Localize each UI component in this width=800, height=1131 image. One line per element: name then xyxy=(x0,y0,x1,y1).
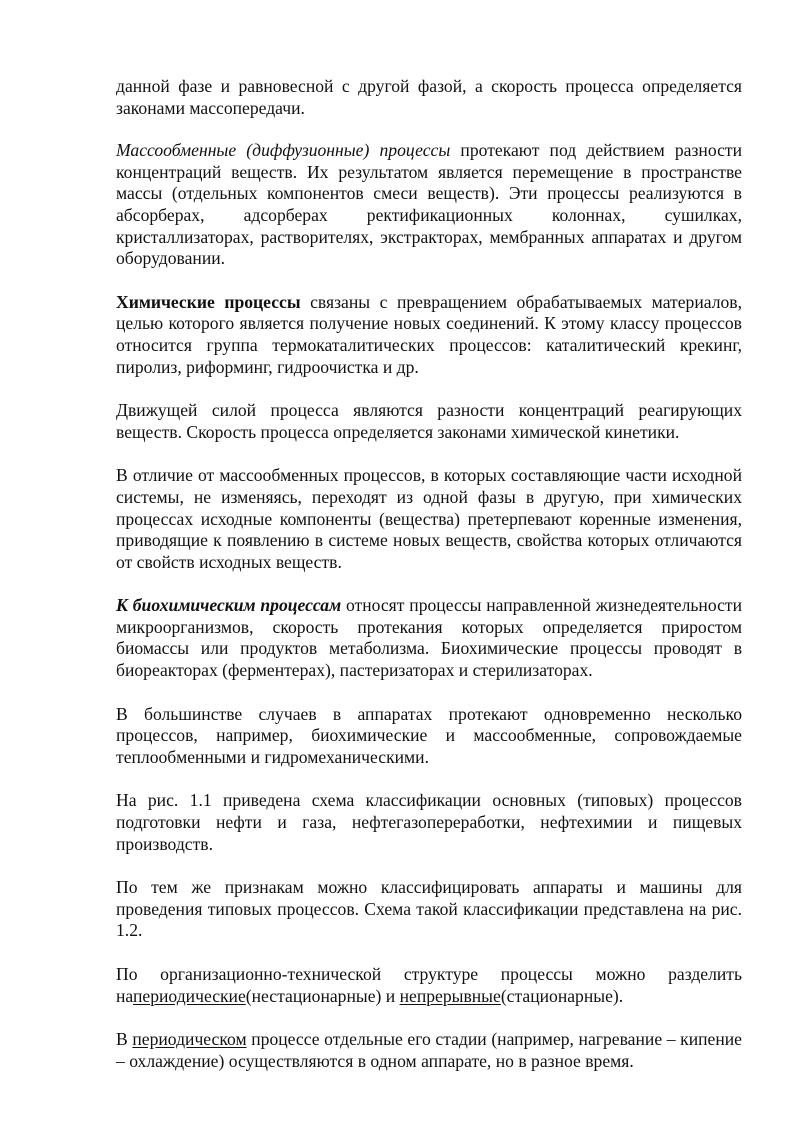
paragraph-driving-force: Движущей силой процесса являются разности концентраций реагирующих веществ. Скорость процесса определяется законами химической кинетики. xyxy=(116,400,742,442)
paragraph-difference: В отличие от массообменных процессов, в которых составляющие части исходной системы, не изменяясь, переходят из одной фазы в другую, при химических процессах исходные компоненты (вещества) претерпевают коренные изменения, приводящие к появлению в системе новых веществ, свойства которых отличаются от свойств исходных веществ. xyxy=(116,465,742,572)
term-diffusion-processes: Массообменные (диффузионные) процессы xyxy=(116,140,451,161)
paragraph-figure-1-1: На рис. 1.1 приведена схема классификации основных (типовых) процессов подготовки нефти и газа, нефтегазопереработки, нефтехимии и пищевых производств. xyxy=(116,790,742,854)
term-periodic: периодические xyxy=(133,985,246,1006)
paragraph-chemical-processes: Химические процессы связаны с превращением обрабатываемых материалов, целью которого является получение новых соединений. К этому классу процессов относится группа термокаталитических процессов: каталитический крекинг, пиролиз, риформинг, гидроочистка и др. xyxy=(116,291,743,377)
paragraph-structure: По организационно-технической структуре процессы можно разделить напериодические(нестационарные) и непрерывные(стационарные). xyxy=(116,964,742,1006)
document-page xyxy=(116,76,742,1094)
paragraph-diffusion-processes: Массообменные (диффузионные) процессы протекают под действием разности концентраций веществ. Их результатом является перемещение в пространстве массы (отдельных компонентов смеси веществ). Эти процессы реализуются в абсорберах, адсорберах ректификационных колоннах, сушилках, кристаллизаторах, растворителях, экстракторах, мембранных аппаратах и другом оборудовании. xyxy=(116,140,742,269)
term-chemical-processes: Химические процессы xyxy=(116,291,301,312)
paragraph-combined-processes: В большинстве случаев в аппаратах протекают одновременно несколько процессов, например, биохимические и массообменные, сопровождаемые теплообменными и гидромеханическими. xyxy=(116,703,742,767)
term-periodic-process: периодическом xyxy=(132,1029,247,1050)
term-continuous: непрерывные xyxy=(399,985,501,1006)
term-biochemical-processes: К биохимическим процессам xyxy=(116,595,342,616)
paragraph-periodic-process: В периодическом процессе отдельные его стадии (например, нагревание – кипение – охлаждение) осуществляются в одном аппарате, но в разное время. xyxy=(116,1029,742,1071)
paragraph-mass-transfer-end: данной фазе и равновесной с другой фазой, а скорость процесса определяется законами массопередачи. xyxy=(116,76,742,118)
paragraph-figure-1-2: По тем же признакам можно классифицировать аппараты и машины для проведения типовых процессов. Схема такой классификации представлена на рис. 1.2. xyxy=(116,877,742,941)
paragraph-biochemical-processes: К биохимическим процессам относят процессы направленной жизнедеятельности микроорганизмов, скорость протекания которых определяется приростом биомассы или продуктов метаболизма. Биохимические процессы проводят в биореакторах (ферментерах), пастеризаторах и стерилизаторах. xyxy=(116,595,742,681)
